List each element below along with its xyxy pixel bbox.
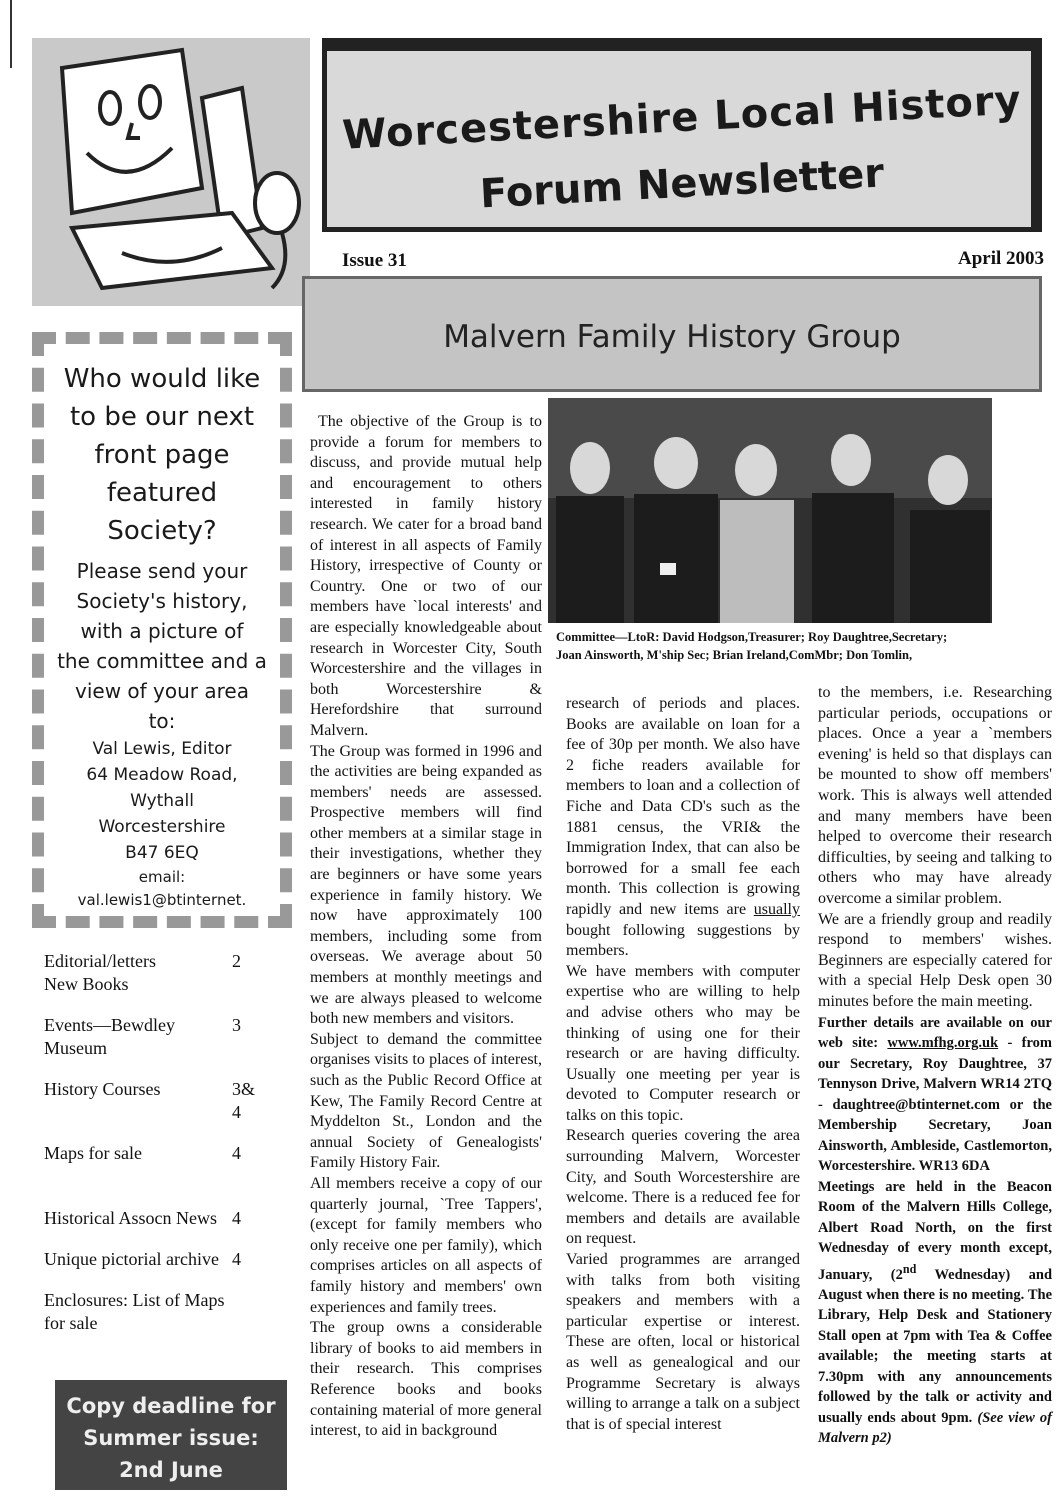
article-column-2 (566, 694, 800, 1435)
contents-page (236, 1289, 272, 1335)
contents-label: Unique pictorial archive (44, 1249, 219, 1269)
photo-caption (556, 628, 1042, 664)
contents-label: Historical Assocn News (44, 1208, 217, 1228)
text-run: Further details are available on our web site: (818, 1014, 1052, 1051)
paragraph: The Group was formed in 1996 and the activities are being expanded as members' needs are assessed. Prospective members will find other members at a similar stage in their investigations, whether they are beginners or have some years experience in family history. We now have approximately 100 members, including some from overseas. We average about 50 members at monthly meetings and we are always pleased to welcome both new members and visitors. (310, 742, 542, 1028)
contents-item (44, 1248, 272, 1271)
paragraph: All members receive a copy of our quarterly journal, `Tree Tappers', (except for family members who only receive one per family), which comprises articles on all aspects of family history and members' own experiences and family trees. (310, 1174, 542, 1316)
website-link[interactable]: www.mfhg.org.uk (887, 1035, 999, 1051)
contents-item (44, 1207, 272, 1230)
contents-page: 3 (232, 1015, 241, 1035)
contents-list (44, 950, 272, 1353)
title-line-2: Forum Newsletter (478, 150, 886, 218)
text-run: Meetings are held in the Beacon Room of the Malvern Hills College, Albert Road North, on the first Wednesday of every month except, January, (2 (818, 1178, 1052, 1283)
notice-line: front page (94, 440, 230, 470)
contents-label: History Courses (44, 1079, 161, 1099)
deadline-line: 2nd June (119, 1458, 223, 1482)
contents-item (44, 1289, 272, 1335)
notice-line: view of your area (75, 679, 249, 703)
article-column-3 (818, 683, 1052, 1449)
paragraph: The objective of the Group is to provide a forum for members to discuss, and provide mutual help and encouragement to others interested in family history research. We cater for a broad band of interest in all aspects of Family History, irrespective of County or Country. One or two of our members have `local interests' and are especially knowledgeable about research in Worcester City, South Worcestershire and the villages in both Worcestershire & Herefordshire that surround Malvern. (310, 413, 542, 739)
text-run: research of periods and places. Books are available on loan for a fee of 30p per month. We also have 2 fiche readers available for members to loan and a collection of Fiche and Data CD's such as the 1881 census, the VRI& the Immigration Index, that can also be borrowed for a small fee each month. This collection is growing rapidly and new items are (566, 695, 800, 918)
paragraph: Research queries covering the area surrounding Malvern, Worcester City, and South Worcestershire are welcome. There is a reduced fee for members and details are available on request. (566, 1127, 800, 1248)
notice-line: to be our next (69, 402, 255, 432)
contact-details (818, 1013, 1052, 1177)
margin-line (10, 0, 12, 68)
feature-heading-band (302, 276, 1042, 392)
contents-page: 3& 4 (232, 1079, 256, 1122)
contents-item (44, 950, 272, 996)
contents-page: 4 (232, 1208, 241, 1228)
issue-number: Issue 31 (342, 250, 407, 271)
deadline-line: Summer issue: (83, 1426, 259, 1450)
contents-label: Editorial/letters New Books (44, 951, 156, 994)
paragraph: We have members with computer expertise who are willing to help and advise others who may be thinking of using one for their research or are having difficulty. Usually one meeting per year is devoted to Computer research or talks on this topic. (566, 962, 800, 1124)
underlined-text: usually (753, 900, 800, 918)
editor-address: 64 Meadow Road, (86, 765, 238, 785)
newsletter-title-banner (322, 38, 1042, 232)
meeting-details (818, 1177, 1052, 1449)
contents-page: 4 (232, 1249, 241, 1269)
computer-cartoon-clipart (32, 38, 310, 306)
cross-reference: (See view of Malvern p2) (818, 1409, 1052, 1447)
notice-line: Who would like (63, 364, 261, 394)
feature-heading: Malvern Family History Group (443, 319, 901, 355)
superscript: nd (902, 1261, 917, 1276)
contents-item (44, 1078, 272, 1124)
text-run: Wednesday) and August when there is no meeting. The Library, Help Desk and Stationery Stall open at 7pm with Tea & Coffee available; the meeting starts at 7.30pm with any announcements followed by the talk or activity and usually ends about 9pm. (818, 1266, 1053, 1426)
notice-line: to: (148, 709, 176, 733)
paragraph: The group owns a considerable library of books to aid members in their research. This comprises Reference books and books containing material of more general interest, to aid in background (310, 1319, 542, 1440)
text-run: bought following suggestions by members. (566, 921, 800, 960)
notice-line: Society? (107, 516, 217, 546)
article-column-1 (310, 412, 542, 1442)
paragraph: to the members, i.e. Researching particular periods, occupations or places. Once a year a `members evening' is held so that displays can be mounted to show off members' work. This is always well attended and many members have been helped to overcome their research difficulties, by seeing and talking to others who may have already overcome a similar problem. (818, 684, 1052, 907)
issue-date: April 2003 (957, 248, 1044, 269)
contents-item (44, 1014, 272, 1060)
email-label: email: (138, 868, 186, 886)
title-line-1: Worcestershire Local History (341, 77, 1023, 159)
notice-line: Please send your (76, 559, 248, 583)
editor-address: Worcestershire (98, 817, 226, 837)
editor-email: val.lewis1@btinternet. (77, 891, 247, 909)
notice-line: with a picture of (80, 619, 244, 643)
committee-photo (548, 398, 992, 623)
editor-address: B47 6EQ (125, 843, 199, 863)
contents-label: Maps for sale (44, 1143, 142, 1163)
contents-page: 2 (232, 951, 241, 971)
caption-line: Joan Ainsworth, M'ship Sec; Brian Ireland,ComMbr; Don Tomlin, (556, 648, 913, 662)
notice-line: the committee and a (57, 649, 267, 673)
caption-line: Committee—LtoR: David Hodgson,Treasurer; Roy Daughtree,Secretary; (556, 630, 948, 644)
editor-address: Wythall (130, 791, 194, 811)
paragraph: We are a friendly group and readily respond to members' wishes. Beginners are especially catered for with a special Help Desk open 30 minutes before the main meeting. (818, 910, 1052, 1010)
paragraph: Varied programmes are arranged with talks from both visiting speakers and members with a particular expertise or interest. These are often, local or historical as well as genealogical and our Programme Secretary is always willing to arrange a talk on a subject that is of special interest (566, 1251, 800, 1433)
paragraph (566, 694, 800, 962)
notice-line: Society's history, (76, 589, 248, 613)
notice-line: featured (106, 478, 218, 508)
copy-deadline-box (55, 1380, 287, 1490)
contents-item (44, 1142, 272, 1165)
contents-page: 4 (232, 1143, 241, 1163)
paragraph: Subject to demand the committee organises visits to places of interest, such as the Public Record Office at Kew, The Family Record Centre at Myddelton St., London and the annual Society of Genealogists' Family History Fair. (310, 1030, 542, 1172)
deadline-line: Copy deadline for (66, 1394, 276, 1418)
contents-label: Events—Bewdley Museum (44, 1015, 175, 1058)
next-society-notice (32, 332, 292, 928)
editor-address: Val Lewis, Editor (92, 739, 232, 759)
text-run: - from our Secretary, Roy Daughtree, 37 Tennyson Drive, Malvern WR14 2TQ - daughtree@btinternet.com or the Membership Secretary, Joan Ainsworth, Ambleside, Castlemorton, Worcestershire. WR13 6DA (818, 1035, 1052, 1174)
contents-label: Enclosures: List of Maps for sale (44, 1290, 225, 1333)
